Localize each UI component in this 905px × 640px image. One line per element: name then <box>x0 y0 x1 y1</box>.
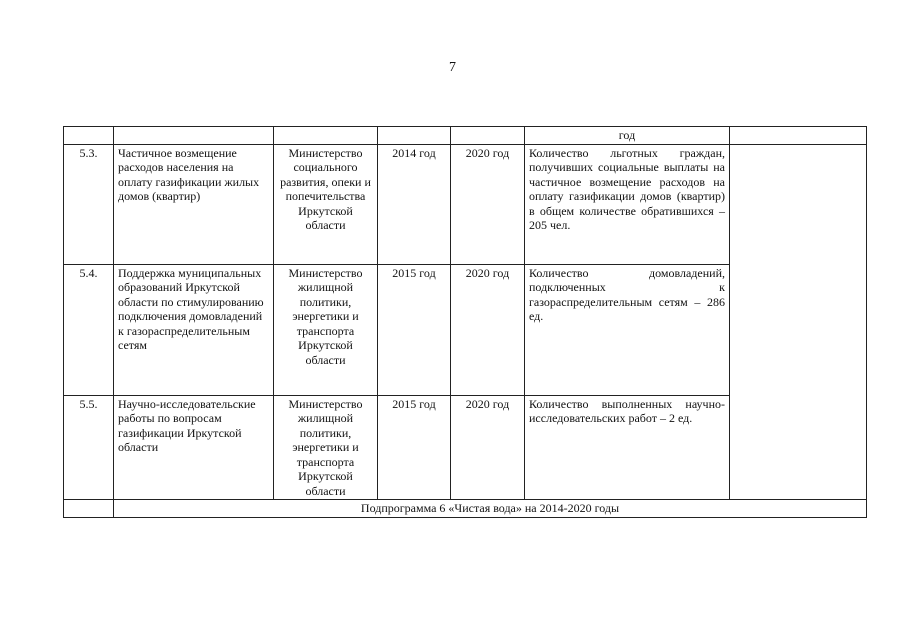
cell-indicator: Количество выполненных научно-исследовательских работ – 2 ед. <box>525 395 730 500</box>
subprogram-title: Подпрограмма 6 «Чистая вода» на 2014-2020 годы <box>114 500 867 518</box>
cell-num: 5.4. <box>64 264 114 395</box>
cell-name <box>114 127 274 145</box>
cell-executor <box>274 127 378 145</box>
page-number: 7 <box>449 60 456 75</box>
cell-end: 2020 год <box>451 264 525 395</box>
cell-num <box>64 500 114 518</box>
cell-indicator: Количество льготных граждан, получивших социальные выплаты на частичное возмещение расходов на оплату газификации домов (квартир) в общем количестве обратившихся – 205 чел. <box>525 144 730 264</box>
cell-executor: Министерство жилищной политики, энергетики и транспорта Иркутской области <box>274 264 378 395</box>
subprogram-row <box>64 500 867 518</box>
cell-indicator: Количество домовладений, подключенных к газораспределительным сетям – 286 ед. <box>525 264 730 395</box>
cell-end <box>451 127 525 145</box>
cell-start: 2014 год <box>378 144 451 264</box>
cell-num: 5.5. <box>64 395 114 500</box>
cell-start <box>378 127 451 145</box>
cell-end: 2020 год <box>451 395 525 500</box>
table-row <box>64 127 867 145</box>
cell-extra <box>730 144 867 500</box>
cell-start: 2015 год <box>378 395 451 500</box>
cell-indicator: год <box>525 127 730 145</box>
cell-executor: Министерство жилищной политики, энергетики и транспорта Иркутской области <box>274 395 378 500</box>
cell-executor: Министерство социального развития, опеки и попечительства Иркутской области <box>274 144 378 264</box>
cell-name: Поддержка муниципальных образований Иркутской области по стимулированию подключения домовладений к газораспределительным сетям <box>114 264 274 395</box>
cell-start: 2015 год <box>378 264 451 395</box>
cell-num <box>64 127 114 145</box>
cell-end: 2020 год <box>451 144 525 264</box>
cell-num: 5.3. <box>64 144 114 264</box>
cell-extra <box>730 127 867 145</box>
table-row <box>64 144 867 264</box>
program-table <box>63 126 867 518</box>
cell-name: Научно-исследовательские работы по вопросам газификации Иркутской области <box>114 395 274 500</box>
cell-name: Частичное возмещение расходов населения на оплату газификации жилых домов (квартир) <box>114 144 274 264</box>
